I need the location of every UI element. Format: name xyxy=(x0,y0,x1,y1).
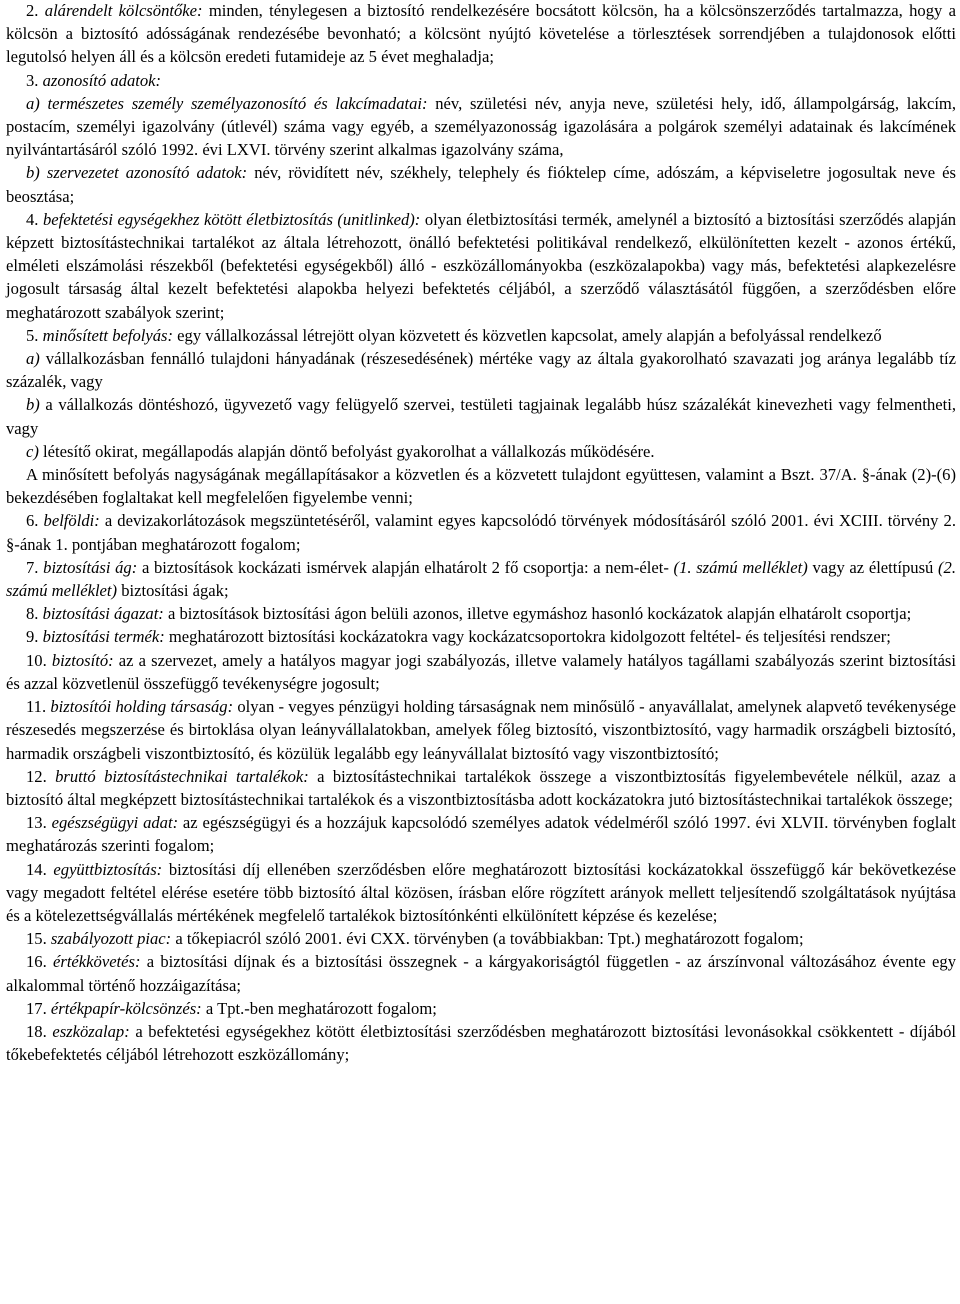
text-run: a biztosítástechnikai tartalékok összege a viszontbiztosítás figyelembevétele nélkül, azaz a biztosító által megképzett biztosítástechnikai tartalékok és a viszontbiztosításba adott kockázatokra jutó biztosítástechnikai tartalékok összege; xyxy=(6,766,957,809)
text-run: olyan életbiztosítási termék, amelynél a biztosító a biztosítási szerződés alapján képzett biztosítástechnikai tartalékot az általa létrehozott, önálló befektetési politikával rendelkező, elkülönítetten kezelt - azonos értékű, elméleti elszámolási részekből (befektetési egységekből) álló - eszközállományokba (eszközalapokba) vagy más, befektetési alapkezelésre jogosult társaság által kezelt befektetési alapokba helyezi befektetés céljából, a szerződő választásától függően, a szerződésben előre meghatározott szabályok szerint; xyxy=(6,209,957,322)
italic-term: c) xyxy=(26,441,39,461)
text-run: a Tpt.-ben meghatározott fogalom; xyxy=(201,998,437,1018)
italic-term: (2. számú melléklet) xyxy=(6,557,957,601)
italic-term: biztosítási ág: xyxy=(43,557,138,577)
text-run: minden, ténylegesen a biztosító rendelkezésére bocsátott kölcsön, ha a kölcsönszerződés tartalmazza, hogy a kölcsön a biztosító adósságának rendezésébe bevonható; a kölcsönt nyújtó követelése a törlesztések sorrendjében a tulajdonosok előtti legutolsó helyen áll és a kölcsön eredeti futamideje az 5 évet meghaladja; xyxy=(6,1,956,67)
text-run: A minősített befolyás nagyságának megállapításakor a közvetlen és a közvetett tulajdont együttesen, valamint a Bszt. 37/A. §-ának (2)-(6) bekezdésében foglaltakat kell megfelelően figyelembe venni; xyxy=(6,465,956,508)
text-run: 13. xyxy=(26,813,52,833)
text-run: 7. xyxy=(26,557,44,577)
definition-5 xyxy=(6,324,956,347)
italic-term: (1. számú melléklet) xyxy=(673,557,808,577)
text-run: 9. xyxy=(26,627,43,647)
text-run: 10. xyxy=(26,650,52,670)
definition-10 xyxy=(6,649,956,695)
definition-5-b xyxy=(6,393,956,439)
italic-term: minősített befolyás: xyxy=(42,325,174,345)
italic-term: azonosító adatok: xyxy=(42,70,162,90)
italic-term: egészségügyi adat: xyxy=(51,813,179,833)
text-run: az a szervezet, amely a hatályos magyar jogi szabályozás, illetve valamely hatályos tagállami szabályozás szerint biztosítási és azzal közvetlenül összefüggő tevékenységre jogosult; xyxy=(6,650,956,693)
definition-11 xyxy=(6,695,956,765)
text-run: 18. xyxy=(26,1021,53,1041)
definition-6 xyxy=(6,509,956,555)
text-run: meghatározott biztosítási kockázatokra vagy kockázatcsoportokra kidolgozott feltétel- és teljesítési rendszer; xyxy=(164,627,891,647)
definition-8 xyxy=(6,602,956,625)
definition-5-note xyxy=(6,463,956,509)
definition-7 xyxy=(6,556,956,602)
text-run: az egészségügyi és a hozzájuk kapcsolódó személyes adatok védelméről szóló 1997. évi XLVII. törvényben foglalt meghatározás szerinti fogalom; xyxy=(6,813,957,856)
definition-17 xyxy=(6,997,956,1020)
text-run: név, születési név, anyja neve, születési hely, idő, állampolgárság, lakcím, postacím, személyi igazolvány (útlevél) száma vagy egyéb, a személyazonosság igazolására a polgárok személyi adatainak és lakcímének nyilvántartásáról szóló 1992. évi LXVI. törvény szerint alkalmas igazolvány száma, xyxy=(6,93,956,160)
text-run: biztosítási díj ellenében szerződésben előre meghatározott biztosítási kockázatokkal összefüggő kár bekövetkezése vagy megadott feltétel elérése esetére több biztosító által közösen, írásban előre rögzített arányok mellett teljesítendő szolgáltatások nyújtása és a kötelezettségvállalás mértékének megfelelő tartalékok biztosítónkénti elkülönített képzése és kezelése; xyxy=(6,859,957,925)
italic-term: eszközalap: xyxy=(52,1021,130,1041)
text-run: egy vállalkozással létrejött olyan közvetett és közvetlen kapcsolat, amely alapján a befolyással rendelkező xyxy=(173,325,882,345)
definition-18 xyxy=(6,1020,956,1066)
definition-5-a xyxy=(6,347,956,393)
text-run: név, rövidített név, székhely, telephely és fióktelep címe, adószám, a képviseletre jogosultak neve és beosztása; xyxy=(6,163,956,206)
text-run: 2. xyxy=(26,1,45,20)
italic-term: alárendelt kölcsöntőke: xyxy=(44,1,203,20)
italic-term: befektetési egységekhez kötött életbiztosítás (unitlinked): xyxy=(42,209,421,229)
text-run: 11. xyxy=(26,697,51,717)
italic-term: biztosító: xyxy=(51,650,114,670)
text-run: 14. xyxy=(26,859,54,879)
text-run: a biztosítások biztosítási ágon belüli azonos, illetve egymáshoz hasonló kockázatok alapján elhatárolt csoportja; xyxy=(163,604,912,624)
italic-term: b) szervezetet azonosító adatok: xyxy=(26,163,248,183)
definition-3 xyxy=(6,69,956,92)
definition-2 xyxy=(6,0,956,69)
italic-term: biztosítói holding társaság: xyxy=(50,697,234,717)
text-run: létesítő okirat, megállapodás alapján döntő befolyást gyakorolhat a vállalkozás működésére. xyxy=(38,441,655,461)
italic-term: értékpapír-kölcsönzés: xyxy=(50,998,202,1018)
text-run: biztosítási ágak; xyxy=(117,581,229,601)
definition-14 xyxy=(6,858,956,928)
text-run: 8. xyxy=(26,604,43,624)
text-run: a biztosítási díjnak és a biztosítási összegnek - a kárgyakoriságtól független - az árszínvonal változásához évente egy alkalommal történő hozzáigazítása; xyxy=(6,952,957,995)
text-run: 15. xyxy=(26,929,51,949)
definition-13 xyxy=(6,811,956,857)
text-run: a devizakorlátozások megszüntetéséről, valamint egyes kapcsolódó törvények módosításáról szóló 2001. évi XCIII. törvény 2. §-ának 1. pontjában meghatározott fogalom; xyxy=(6,511,956,554)
italic-term: a) xyxy=(26,349,40,369)
text-run: 4. xyxy=(26,209,43,229)
text-run: a tőkepiacról szóló 2001. évi CXX. törvényben (a továbbiakban: Tpt.) meghatározott fogalom; xyxy=(171,929,804,949)
text-run: 6. xyxy=(26,511,44,531)
text-run: vállalkozásban fennálló tulajdoni hányadának (részesedésének) mértéke vagy az általa gyakorolható szavazati jog aránya legalább tíz százalék, vagy xyxy=(6,349,956,392)
definition-12 xyxy=(6,765,956,811)
definition-4 xyxy=(6,208,956,324)
italic-term: értékkövetés: xyxy=(53,952,141,972)
text-run: 16. xyxy=(26,952,53,972)
definition-3-b xyxy=(6,161,956,207)
definition-5-c xyxy=(6,440,956,463)
italic-term: b) xyxy=(26,395,40,415)
italic-term: belföldi: xyxy=(43,511,100,531)
definition-3-a xyxy=(6,92,956,162)
definition-15 xyxy=(6,927,956,950)
text-run: 5. xyxy=(26,325,43,345)
definition-16 xyxy=(6,950,956,996)
text-run: 12. xyxy=(26,766,56,786)
italic-term: a) természetes személy személyazonosító és lakcímadatai: xyxy=(26,93,428,113)
italic-term: együttbiztosítás: xyxy=(53,859,163,879)
text-run: olyan - vegyes pénzügyi holding társaságnak nem minősülő - anyavállalat, amelynek alapvető tevékenysége részesedés megszerzése és birtoklása olyan leányvállalatokban, amelyek főleg biztosító, viszontbiztosító, vagy harmadik országbeli biztosító, harmadik országbeli viszontbiztosító, és közülük legalább egy leányvállalat biztosító vagy viszontbiztosító; xyxy=(6,697,957,763)
text-run: a befektetési egységekhez kötött életbiztosítási szerződésben meghatározott biztosítási levonásokkal csökkentett - díjából tőkebefektetés céljából létrehozott eszközállomány; xyxy=(6,1021,957,1065)
text-run: 17. xyxy=(26,998,51,1018)
text-run: a vállalkozás döntéshozó, ügyvezető vagy felügyelő szervei, testületi tagjainak legalább húsz százalékát kinevezheti vagy felmentheti, vagy xyxy=(6,395,956,438)
italic-term: bruttó biztosítástechnikai tartalékok: xyxy=(55,766,309,786)
italic-term: biztosítási ágazat: xyxy=(42,604,164,624)
text-run: 3. xyxy=(26,70,43,90)
italic-term: biztosítási termék: xyxy=(42,627,165,647)
italic-term: szabályozott piac: xyxy=(50,929,172,949)
text-run: vagy az élettípusú xyxy=(807,557,939,577)
definition-9 xyxy=(6,625,956,648)
text-run: a biztosítások kockázati ismérvek alapján elhatárolt 2 fő csoportja: a nem-élet- xyxy=(137,557,674,577)
